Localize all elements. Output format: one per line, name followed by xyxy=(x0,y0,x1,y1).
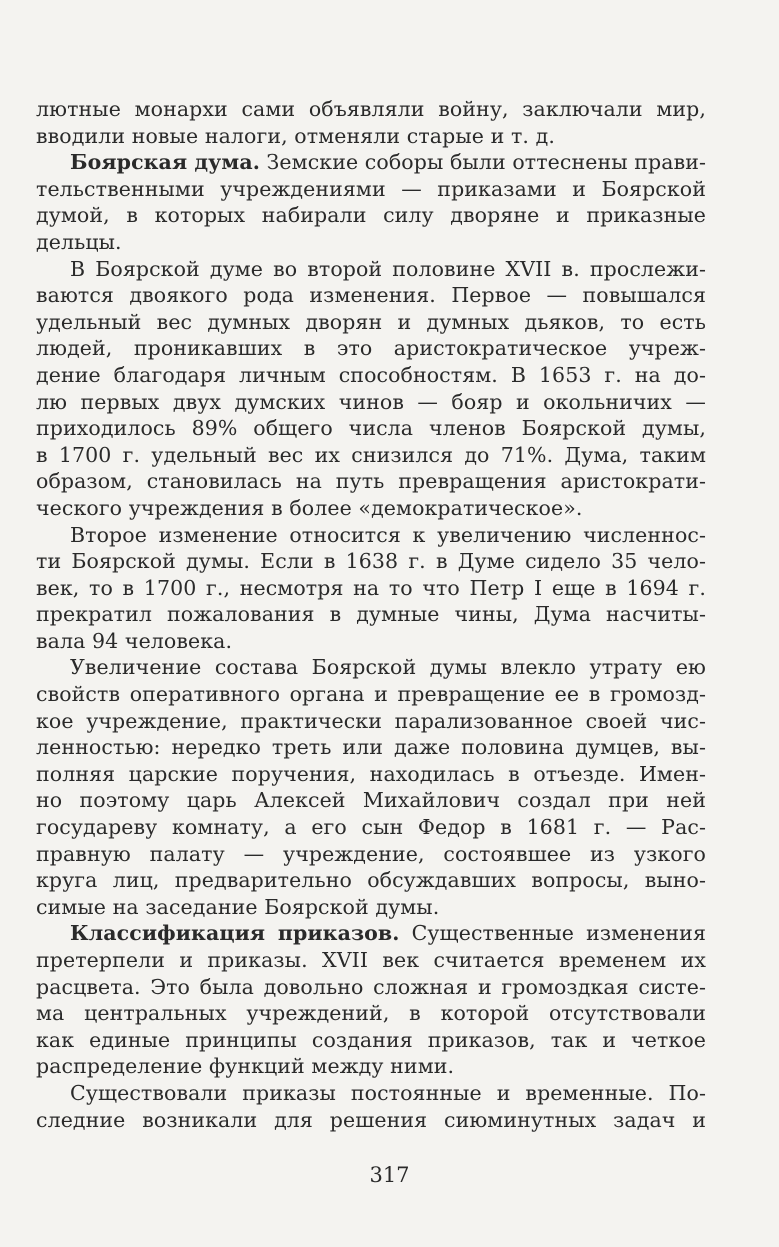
text-line: вводили новые налоги, отменяли старые и т. д. xyxy=(36,123,555,148)
text-line: претерпели и приказы. XVII век считается временем их xyxy=(36,948,706,972)
paragraph xyxy=(36,256,706,522)
text-line: век, то в 1700 г., несмотря на то что Петр I еще в 1694 г. xyxy=(36,575,706,600)
text-line: Существовали приказы постоянные и временные. По- xyxy=(70,1080,706,1105)
paragraph xyxy=(36,1080,706,1133)
text-line: кое учреждение, практически парализованное своей чис- xyxy=(36,708,706,733)
text-line: людей, проникавших в это аристократическое учреж- xyxy=(36,336,706,361)
page-number: 317 xyxy=(369,1163,410,1187)
text-run: Существенные изменения xyxy=(399,921,706,946)
section-heading: Боярская дума. xyxy=(70,150,260,175)
text-line: ма центральных учреждений, в которой отсутствовали xyxy=(36,1001,706,1026)
text-line: Второе изменение относится к увеличению численнос- xyxy=(70,522,706,547)
text-line: думой, в которых набирали силу дворяне и приказные xyxy=(36,203,706,228)
paragraph xyxy=(36,654,706,920)
text-line: ти Боярской думы. Если в 1638 г. в Думе сидело 35 чело- xyxy=(36,549,706,574)
text-line: лютные монархи сами объявляли войну, заключали мир, xyxy=(36,97,706,121)
text-run: Земские соборы были оттеснены прави- xyxy=(259,150,706,175)
text-line: в 1700 г. удельный вес их снизился до 71%. Дума, таким xyxy=(36,442,706,467)
text-line: полняя царские поручения, находилась в отъезде. Имен- xyxy=(36,761,706,786)
text-line: В Боярской думе во второй половине XVII в. прослежи- xyxy=(70,256,706,281)
text-line: свойств оперативного органа и превращение ее в громозд- xyxy=(36,682,706,707)
text-line: дельцы. xyxy=(36,229,122,254)
text-line: следние возникали для решения сиюминутных задач и xyxy=(36,1107,706,1132)
text-line: ленностью: нередко треть или даже половина думцев, вы- xyxy=(36,735,706,760)
text-line: симые на заседание Боярской думы. xyxy=(36,894,440,919)
text-line: удельный вес думных дворян и думных дьяков, то есть xyxy=(36,309,706,334)
text-block xyxy=(36,96,706,1133)
text-line: ческого учреждения в более «демократическое». xyxy=(36,495,583,520)
text-line: вала 94 человека. xyxy=(36,628,233,653)
text-line: круга лиц, предварительно обсуждавших вопросы, выно- xyxy=(36,868,706,893)
text-line: тельственными учреждениями — приказами и Боярской xyxy=(36,176,706,201)
text-line: как единые принципы создания приказов, так и четкое xyxy=(36,1027,706,1052)
paragraph xyxy=(36,522,706,655)
text-line: распределение функций между ними. xyxy=(36,1054,455,1079)
text-line xyxy=(36,149,706,176)
text-line: но поэтому царь Алексей Михайлович создал при ней xyxy=(36,788,706,813)
text-line: прекратил пожалования в думные чины, Дума насчиты- xyxy=(36,602,706,627)
text-line: ваются двоякого рода изменения. Первое — повышался xyxy=(36,283,706,308)
text-line: образом, становилась на путь превращения аристократи- xyxy=(36,469,706,494)
text-line: лю первых двух думских чинов — бояр и окольничих — xyxy=(36,389,706,414)
text-line xyxy=(36,920,706,947)
text-line: расцвета. Это была довольно сложная и громоздкая систе- xyxy=(36,974,706,999)
text-line: государеву комнату, а его сын Федор в 1681 г. — Рас- xyxy=(36,815,706,840)
text-line: Увеличение состава Боярской думы влекло утрату ею xyxy=(70,655,706,680)
paragraph xyxy=(36,96,706,149)
paragraph xyxy=(36,149,706,255)
section-heading: Классификация приказов. xyxy=(70,921,400,946)
text-line: правную палату — учреждение, состоявшее из узкого xyxy=(36,841,706,866)
text-line: дение благодаря личным способностям. В 1653 г. на до- xyxy=(36,362,706,387)
text-line: приходилось 89% общего числа членов Боярской думы, xyxy=(36,416,706,441)
paragraph xyxy=(36,920,706,1080)
